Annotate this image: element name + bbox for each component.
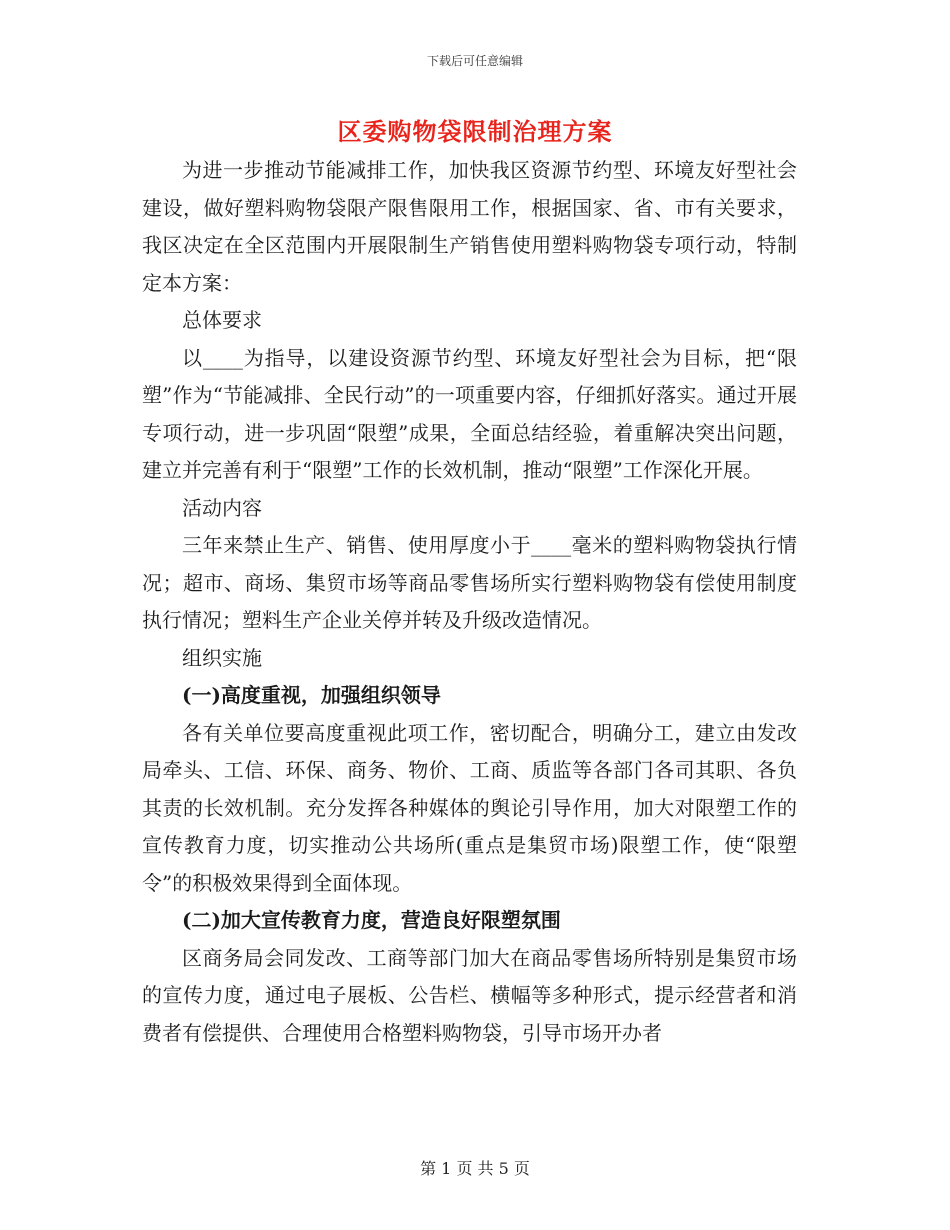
document-title: 区委购物袋限制治理方案 xyxy=(337,117,613,146)
page-header-note: 下载后可任意编辑 xyxy=(426,54,523,68)
section-heading-activity-content: 活动内容 xyxy=(182,495,262,520)
subheading-2-paragraph: 区商务局会同发改、工商等部门加大在商品零售场所特别是集贸市场的宣传力度，通过电子展板、公告栏、横幅等多种形式，提示经营者和消费者有偿提供、合理使用合格塑料购物袋，引导市场开办者 xyxy=(142,945,797,1045)
intro-paragraph: 为进一步推动节能减排工作，加快我区资源节约型、环境友好型社会建设，做好塑料购物袋限产限售限用工作，根据国家、省、市有关要求，我区决定在全区范围内开展限制生产销售使用塑料购物袋专项行动，特制定本方案： xyxy=(142,158,797,295)
document-body xyxy=(142,152,797,1052)
general-requirements-paragraph: 以____为指导，以建设资源节约型、环境友好型社会为目标，把“限塑”作为“节能减排、全民行动”的一项重要内容，仔细抓好落实。通过开展专项行动，进一步巩固“限塑”成果，全面总结经验，着重解决突出问题，建立并完善有利于“限塑”工作的长效机制，推动“限塑”工作深化开展。 xyxy=(142,345,797,482)
page-number: 第 1 页 共 5 页 xyxy=(420,1159,530,1178)
section-heading-implementation: 组织实施 xyxy=(182,645,262,670)
section-heading-general-requirements: 总体要求 xyxy=(182,308,262,332)
subheading-1: (一)高度重视，加强组织领导 xyxy=(182,683,441,707)
subheading-1-paragraph: 各有关单位要高度重视此项工作，密切配合，明确分工，建立由发改局牵头、工信、环保、商务、物价、工商、质监等各部门各司其职、各负其责的长效机制。充分发挥各种媒体的舆论引导作用，加大对限塑工作的宣传教育力度，切实推动公共场所(重点是集贸市场)限塑工作，使“限塑令”的积极效果得到全面体现。 xyxy=(142,720,797,895)
activity-content-paragraph: 三年来禁止生产、销售、使用厚度小于____毫米的塑料购物袋执行情况；超市、商场、集贸市场等商品零售场所实行塑料购物袋有偿使用制度执行情况；塑料生产企业关停并转及升级改造情况。 xyxy=(142,533,797,632)
subheading-2: (二)加大宣传教育力度，营造良好限塑氛围 xyxy=(182,908,561,932)
